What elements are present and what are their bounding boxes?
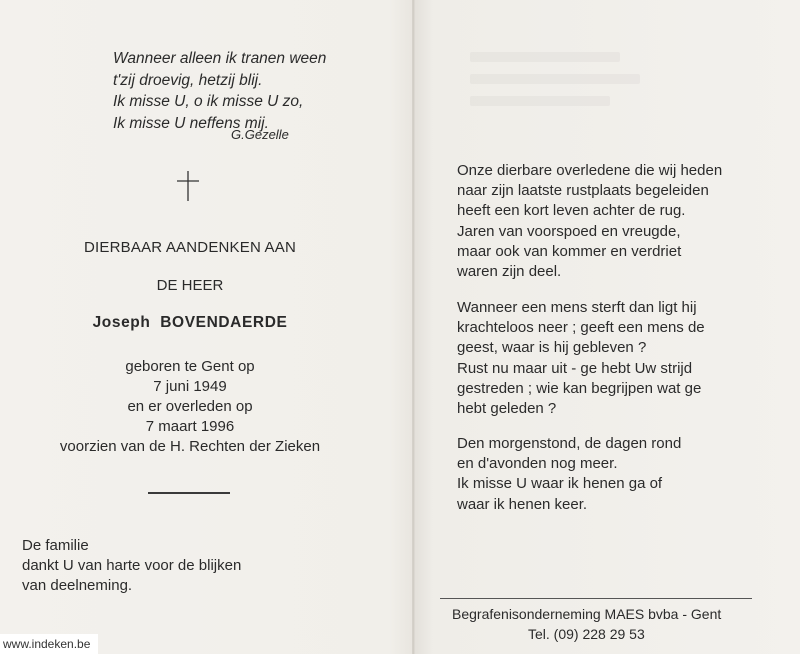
bleed-through-mark [470, 52, 620, 62]
poem-author: G.Gezelle [231, 127, 289, 142]
text-line: Jaren van voorspoed en vreugde, [457, 222, 681, 240]
birth-date: 7 juni 1949 [153, 378, 227, 395]
text-line: maar ook van kommer en verdriet [457, 242, 682, 260]
deceased-first-name: Joseph [92, 314, 151, 331]
divider [148, 492, 230, 494]
text-line: Wanneer een mens sterft dan ligt hij [457, 299, 697, 316]
memorial-heading: DIERBAAR AANDENKEN AAN [84, 239, 296, 256]
text-line: krachteloos neer ; geeft een mens de [457, 319, 705, 337]
paragraph-3 [457, 434, 681, 515]
bleed-through-mark [470, 74, 640, 84]
family-thanks [22, 536, 241, 596]
text-line: geest, waar is hij gebleven ? [457, 339, 647, 357]
death-date: 7 maart 1996 [145, 418, 235, 435]
family-line: dankt U van harte voor de blijken [22, 557, 242, 574]
sacrament-note: voorzien van de H. Rechten der Zieken [59, 438, 321, 455]
page-fold [412, 0, 415, 654]
undertaker-name: Begrafenisonderneming MAES bvba - Gent [452, 606, 722, 622]
text-line: heeft een kort leven achter de rug. [457, 202, 686, 220]
poem-line: t'zij droevig, hetzij blij. [113, 71, 263, 89]
deceased-name [40, 313, 340, 333]
text-line: gestreden ; wie kan begrijpen wat ge [457, 379, 702, 397]
deceased-last-name: BOVENDAERDE [160, 314, 288, 331]
paragraph-2 [457, 298, 705, 419]
text-line: en d'avonden nog meer. [457, 455, 618, 473]
footer-divider [440, 598, 752, 599]
text-line: Onze dierbare overledene die wij heden [457, 162, 723, 179]
bleed-through-mark [470, 96, 610, 106]
cross-icon [174, 170, 202, 202]
text-line: waar ik henen keer. [457, 495, 588, 513]
memorial-title: DE HEER [156, 277, 224, 294]
poem [113, 48, 326, 134]
text-line: waren zijn deel. [457, 262, 562, 280]
text-line: naar zijn laatste rustplaats begeleiden [457, 182, 709, 200]
poem-line: Ik misse U neffens mij. [113, 114, 269, 132]
text-line: Den morgenstond, de dagen rond [457, 435, 682, 452]
family-line: van deelneming. [22, 577, 133, 594]
life-details [40, 357, 340, 457]
text-line: Ik misse U waar ik henen ga of [457, 475, 663, 493]
poem-line: Wanneer alleen ik tranen ween [113, 50, 327, 67]
text-line: hebt geleden ? [457, 399, 557, 417]
poem-line: Ik misse U, o ik misse U zo, [113, 93, 304, 110]
paragraph-1 [457, 161, 722, 282]
watermark-link[interactable]: www.indeken.be [0, 634, 98, 654]
death-place: en er overleden op [127, 398, 253, 415]
text-line: Rust nu maar uit - ge hebt Uw strijd [457, 359, 693, 377]
family-line: De familie [22, 537, 89, 554]
undertaker-phone: Tel. (09) 228 29 53 [528, 626, 645, 642]
birth-place: geboren te Gent op [125, 358, 255, 375]
